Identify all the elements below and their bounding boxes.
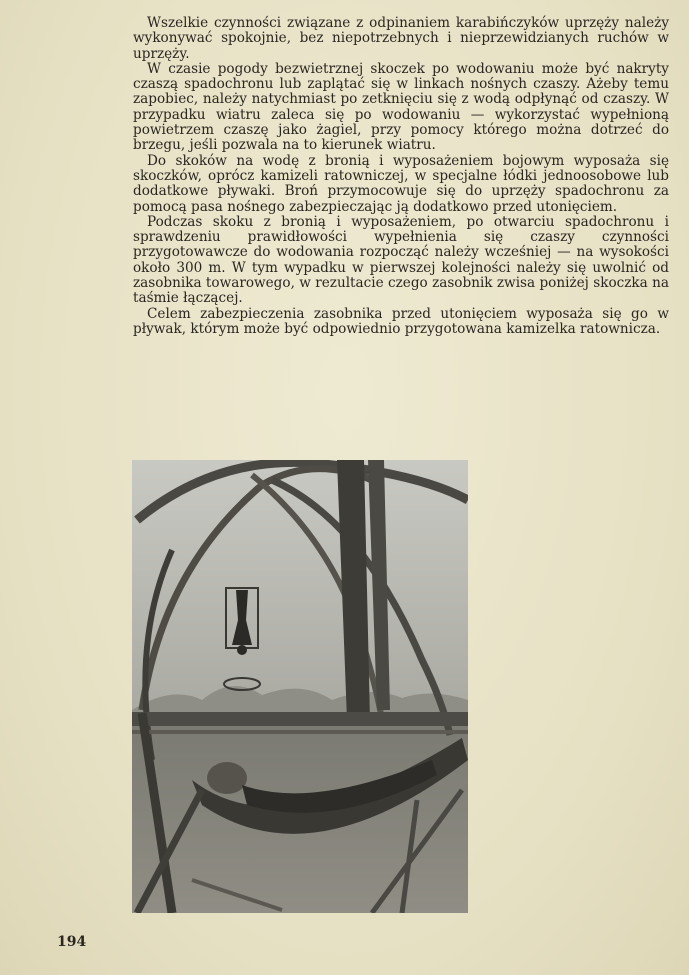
trainee-head [237,645,247,655]
paragraph-3: Do skoków na wodę z bronią i wyposażeniem bojowym wyposaża się skoczków, oprócz kamizeli ratowniczej, w specjalne łódki jednoosobowe lub dodatkowe pływaki. Broń przymocowuje się do uprzęży spadochronu za pomocą pasa nośnego zabezpieczając ją dodatkowo przed utonięciem. [133,152,669,215]
soldier-helmet [207,762,247,794]
training-photo [132,460,468,913]
beam-rail [132,730,468,734]
paragraph-5: Celem zabezpieczenia zasobnika przed utonięciem wyposaża się go w pływak, którym może być odpowiednio przygotowana kamizelka ratownicza. [133,305,669,337]
page-number: 194 [57,934,87,950]
body-text [133,16,669,337]
paragraph-4: Podczas skoku z bronią i wyposażeniem, po otwarciu spadochronu i sprawdzeniu prawidłowości wypełnienia się czaszy czynności przygotowawcze do wodowania rozpocząć należy wcześniej — na wysokości około 300 m. W tym wypadku w pierwszej kolejności należy się uwolnić od zasobnika towarowego, w rezultacie czego zasobnik zwisa poniżej skoczka na taśmie łączącej. [133,213,669,307]
training-photo-drawing [132,460,468,913]
paragraph-2: W czasie pogody bezwietrznej skoczek po wodowaniu może być nakryty czaszą spadochronu lub zaplątać się w linkach nośnych czaszy. Ażeby temu zapobiec, należy natychmiast po zetknięciu się z wodą odpłynąć od czaszy. W przypadku wiatru zaleca się po wodowaniu — wykorzystać wypełnioną powietrzem czaszę jako żagiel, przy pomocy którego można dotrzeć do brzegu, jeśli pozwala na to kierunek wiatru. [133,60,669,154]
paragraph-1: Wszelkie czynności związane z odpinaniem karabińczyków uprzęży należy wykonywać spokojnie, bez niepotrzebnych i nieprzewidzianych ruchów w uprzęży. [133,15,669,62]
horizontal-beam [132,712,468,726]
